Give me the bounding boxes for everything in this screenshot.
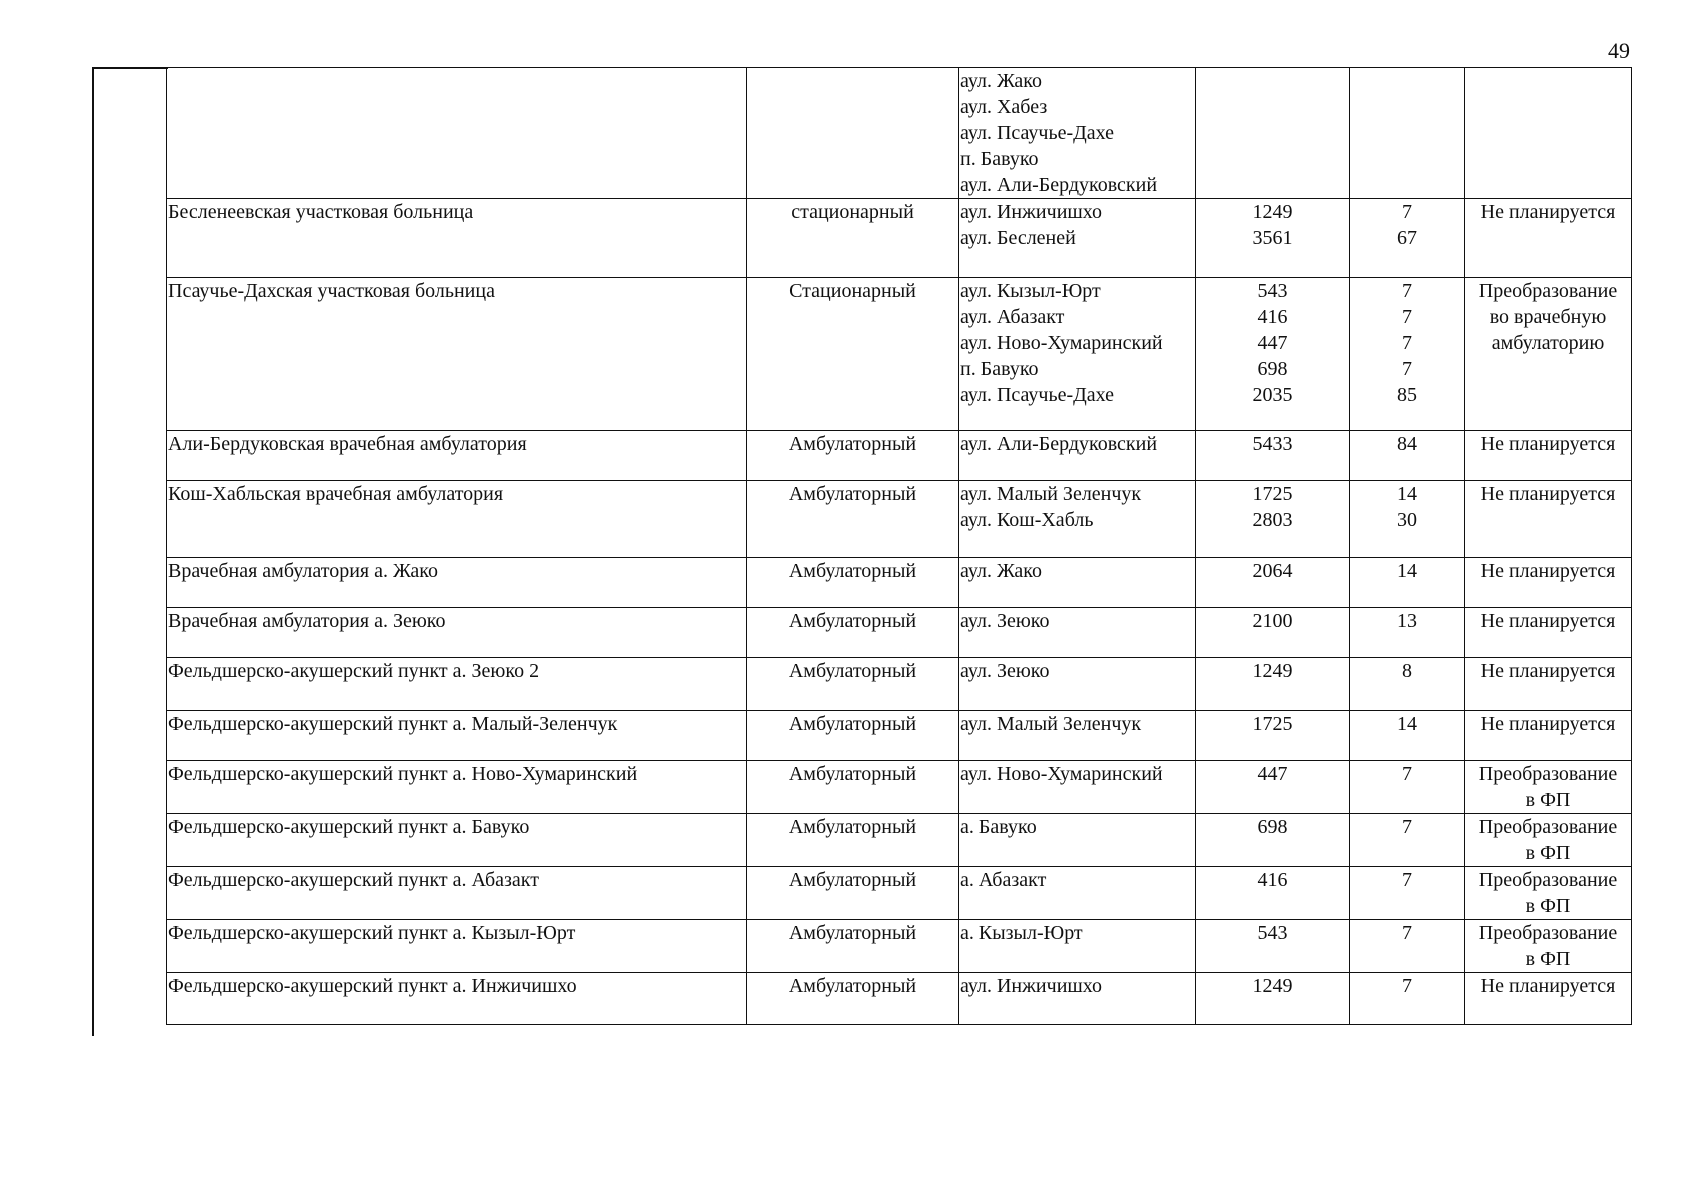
settlement-cell (959, 481, 1196, 558)
facility-type: Амбулаторный (788, 660, 917, 682)
facility-type: Амбулаторный (788, 922, 917, 944)
plan-status: Преобразование (1478, 280, 1618, 302)
facility-type-cell (747, 920, 959, 973)
table-row (167, 761, 1632, 814)
distance-value-cell (1350, 711, 1465, 761)
facility-type-cell (747, 431, 959, 481)
distance-value-cell (1350, 920, 1465, 973)
facility-type-cell (747, 278, 959, 431)
facility-name: Фельдшерско-акушерский пункт а. Инжичишхо (168, 975, 577, 997)
facility-type: Стационарный (789, 280, 916, 302)
settlement: аул. Али-Бердуковский (960, 174, 1158, 196)
table-row (167, 199, 1632, 278)
distance-value: 7 (1402, 869, 1412, 891)
settlement: аул. Жако (960, 70, 1042, 92)
plan-status: Не планируется (1480, 201, 1616, 223)
settlement: аул. Псаучье-Дахе (960, 384, 1115, 406)
population-value-cell (1196, 278, 1350, 431)
distance-value-cell (1350, 199, 1465, 278)
population-value-cell (1196, 481, 1350, 558)
plan-status-cell (1465, 278, 1632, 431)
facility-type: Амбулаторный (788, 560, 917, 582)
facility-type-cell (747, 711, 959, 761)
plan-status: в ФП (1525, 842, 1571, 864)
facility-type: Амбулаторный (788, 610, 917, 632)
plan-status: Не планируется (1480, 483, 1616, 505)
plan-status: Преобразование (1478, 816, 1618, 838)
population-value-cell (1196, 658, 1350, 711)
settlement-cell (959, 658, 1196, 711)
facility-type-cell (747, 761, 959, 814)
settlement: аул. Ново-Хумаринский (960, 332, 1163, 354)
distance-value: 7 (1402, 358, 1412, 380)
settlement: аул. Малый Зеленчук (960, 483, 1142, 505)
distance-value-cell (1350, 481, 1465, 558)
page-margin-line (92, 68, 94, 1036)
settlement: аул. Псаучье-Дахе (960, 122, 1115, 144)
settlement: п. Бавуко (960, 148, 1039, 170)
facility-name: Али-Бердуковская врачебная амбулатория (168, 433, 527, 455)
population-value: 2100 (1252, 610, 1293, 632)
table-row (167, 658, 1632, 711)
population-value-cell (1196, 68, 1350, 199)
settlement-cell (959, 711, 1196, 761)
settlement: аул. Кызыл-Юрт (960, 280, 1101, 302)
facility-name-cell (167, 711, 747, 761)
table-row (167, 608, 1632, 658)
settlement: аул. Бесленей (960, 227, 1076, 249)
facility-name: Фельдшерско-акушерский пункт а. Ново-Хумаринский (168, 763, 638, 785)
facility-name: Кош-Хабльская врачебная амбулатория (168, 483, 504, 505)
settlement-cell (959, 814, 1196, 867)
table-row (167, 920, 1632, 973)
settlement-cell (959, 278, 1196, 431)
population-value: 2064 (1252, 560, 1293, 582)
population-value: 1725 (1252, 483, 1293, 505)
distance-value: 85 (1397, 384, 1417, 406)
table-row (167, 814, 1632, 867)
facility-type: Амбулаторный (788, 433, 917, 455)
distance-value-cell (1350, 867, 1465, 920)
facility-type-cell (747, 658, 959, 711)
settlement-cell (959, 68, 1196, 199)
settlement: аул. Али-Бердуковский (960, 433, 1158, 455)
facility-type-cell (747, 814, 959, 867)
settlement: а. Абазакт (960, 869, 1047, 891)
facility-name-cell (167, 814, 747, 867)
population-value: 447 (1257, 332, 1288, 354)
facility-name-cell (167, 867, 747, 920)
facility-name: Врачебная амбулатория а. Жако (168, 560, 438, 582)
plan-status-cell (1465, 920, 1632, 973)
facility-type: стационарный (791, 201, 914, 223)
plan-status: Не планируется (1480, 560, 1616, 582)
distance-value-cell (1350, 658, 1465, 711)
settlement: п. Бавуко (960, 358, 1039, 380)
plan-status: Не планируется (1480, 975, 1616, 997)
settlement: аул. Ново-Хумаринский (960, 763, 1163, 785)
table-row (167, 867, 1632, 920)
facility-name-cell (167, 199, 747, 278)
settlement: аул. Хабез (960, 96, 1048, 118)
plan-status-cell (1465, 199, 1632, 278)
facility-type: Амбулаторный (788, 816, 917, 838)
settlement: аул. Малый Зеленчук (960, 713, 1142, 735)
distance-value-cell (1350, 814, 1465, 867)
plan-status-cell (1465, 867, 1632, 920)
plan-status: Не планируется (1480, 433, 1616, 455)
plan-status-cell (1465, 658, 1632, 711)
table-row (167, 68, 1632, 199)
settlement: аул. Абазакт (960, 306, 1065, 328)
facility-type: Амбулаторный (788, 483, 917, 505)
table-row (167, 711, 1632, 761)
facility-type-cell (747, 68, 959, 199)
plan-status: в ФП (1525, 948, 1571, 970)
facility-name-cell (167, 68, 747, 199)
settlement: аул. Инжичишхо (960, 201, 1103, 223)
population-value-cell (1196, 608, 1350, 658)
plan-status: амбулаторию (1491, 332, 1605, 354)
population-value-cell (1196, 867, 1350, 920)
facility-type-cell (747, 867, 959, 920)
population-value-cell (1196, 431, 1350, 481)
facility-name: Бесленеевская участковая больница (168, 201, 474, 223)
settlement: аул. Инжичишхо (960, 975, 1103, 997)
distance-value-cell (1350, 68, 1465, 199)
facility-name: Врачебная амбулатория а. Зеюко (168, 610, 446, 632)
population-value: 1725 (1252, 713, 1293, 735)
settlement-cell (959, 558, 1196, 608)
population-value-cell (1196, 761, 1350, 814)
settlement: аул. Жако (960, 560, 1042, 582)
facilities-table-body (167, 68, 1632, 1025)
population-value-cell (1196, 920, 1350, 973)
facility-type-cell (747, 199, 959, 278)
facility-name: Фельдшерско-акушерский пункт а. Абазакт (168, 869, 539, 891)
distance-value: 14 (1397, 483, 1417, 505)
facility-name-cell (167, 558, 747, 608)
settlement-cell (959, 761, 1196, 814)
distance-value: 14 (1397, 713, 1417, 735)
distance-value: 7 (1402, 975, 1412, 997)
distance-value: 8 (1402, 660, 1412, 682)
facility-name-cell (167, 278, 747, 431)
population-value: 3561 (1252, 227, 1293, 249)
table-row (167, 278, 1632, 431)
population-value: 543 (1257, 922, 1288, 944)
population-value-cell (1196, 973, 1350, 1025)
page-number: 49 (1608, 38, 1630, 63)
population-value: 2035 (1252, 384, 1293, 406)
facility-name: Фельдшерско-акушерский пункт а. Малый-Зеленчук (168, 713, 618, 735)
plan-status-cell (1465, 711, 1632, 761)
plan-status: Преобразование (1478, 869, 1618, 891)
distance-value: 7 (1402, 763, 1412, 785)
settlement: а. Кызыл-Юрт (960, 922, 1083, 944)
settlement-cell (959, 199, 1196, 278)
population-value-cell (1196, 558, 1350, 608)
facility-type: Амбулаторный (788, 763, 917, 785)
settlement-cell (959, 973, 1196, 1025)
facility-name: Псаучье-Дахская участковая больница (168, 280, 495, 302)
population-value: 416 (1257, 306, 1288, 328)
distance-value-cell (1350, 761, 1465, 814)
settlement-cell (959, 608, 1196, 658)
distance-value-cell (1350, 278, 1465, 431)
facility-type: Амбулаторный (788, 975, 917, 997)
settlement: аул. Зеюко (960, 660, 1050, 682)
distance-value-cell (1350, 431, 1465, 481)
facility-name: Фельдшерско-акушерский пункт а. Кызыл-Юрт (168, 922, 576, 944)
plan-status-cell (1465, 761, 1632, 814)
distance-value: 14 (1397, 560, 1417, 582)
distance-value: 7 (1402, 332, 1412, 354)
distance-value-cell (1350, 558, 1465, 608)
facility-type-cell (747, 558, 959, 608)
settlement-cell (959, 920, 1196, 973)
facility-name-cell (167, 973, 747, 1025)
population-value: 447 (1257, 763, 1288, 785)
plan-status-cell (1465, 68, 1632, 199)
distance-value: 67 (1397, 227, 1417, 249)
plan-status: Не планируется (1480, 713, 1616, 735)
population-value: 1249 (1252, 975, 1293, 997)
distance-value: 7 (1402, 922, 1412, 944)
plan-status: в ФП (1525, 895, 1571, 917)
facility-type-cell (747, 973, 959, 1025)
plan-status: Не планируется (1480, 660, 1616, 682)
population-value: 1249 (1252, 660, 1293, 682)
facility-name-cell (167, 431, 747, 481)
population-value: 416 (1257, 869, 1288, 891)
facility-name-cell (167, 658, 747, 711)
distance-value: 7 (1402, 280, 1412, 302)
facility-type-cell (747, 481, 959, 558)
settlement-cell (959, 867, 1196, 920)
table-row (167, 481, 1632, 558)
plan-status-cell (1465, 814, 1632, 867)
distance-value: 13 (1397, 610, 1417, 632)
facilities-table (166, 67, 1632, 1025)
table-row (167, 558, 1632, 608)
facility-name-cell (167, 920, 747, 973)
population-value: 2803 (1252, 509, 1293, 531)
facility-type-cell (747, 608, 959, 658)
settlement: аул. Кош-Хабль (960, 509, 1094, 531)
facility-name-cell (167, 608, 747, 658)
plan-status-cell (1465, 973, 1632, 1025)
distance-value: 7 (1402, 306, 1412, 328)
facility-name: Фельдшерско-акушерский пункт а. Бавуко (168, 816, 530, 838)
population-value: 543 (1257, 280, 1288, 302)
plan-status: в ФП (1525, 789, 1571, 811)
plan-status: Преобразование (1478, 922, 1618, 944)
plan-status: Не планируется (1480, 610, 1616, 632)
facility-name-cell (167, 761, 747, 814)
plan-status-cell (1465, 431, 1632, 481)
settlement-cell (959, 431, 1196, 481)
population-value: 1249 (1252, 201, 1293, 223)
settlement: аул. Зеюко (960, 610, 1050, 632)
facility-name-cell (167, 481, 747, 558)
distance-value: 30 (1397, 509, 1417, 531)
plan-status: Преобразование (1478, 763, 1618, 785)
facility-name: Фельдшерско-акушерский пункт а. Зеюко 2 (168, 660, 540, 682)
distance-value-cell (1350, 973, 1465, 1025)
plan-status: во врачебную (1489, 306, 1607, 328)
population-value: 698 (1257, 816, 1288, 838)
distance-value: 7 (1402, 201, 1412, 223)
distance-value: 7 (1402, 816, 1412, 838)
plan-status-cell (1465, 558, 1632, 608)
population-value: 698 (1257, 358, 1288, 380)
table-row (167, 973, 1632, 1025)
population-value-cell (1196, 814, 1350, 867)
facility-type: Амбулаторный (788, 713, 917, 735)
plan-status-cell (1465, 481, 1632, 558)
population-value-cell (1196, 711, 1350, 761)
table-edge-line (92, 67, 168, 69)
facility-type: Амбулаторный (788, 869, 917, 891)
settlement: а. Бавуко (960, 816, 1037, 838)
table-row (167, 431, 1632, 481)
population-value: 5433 (1252, 433, 1293, 455)
distance-value: 84 (1397, 433, 1417, 455)
distance-value-cell (1350, 608, 1465, 658)
population-value-cell (1196, 199, 1350, 278)
plan-status-cell (1465, 608, 1632, 658)
